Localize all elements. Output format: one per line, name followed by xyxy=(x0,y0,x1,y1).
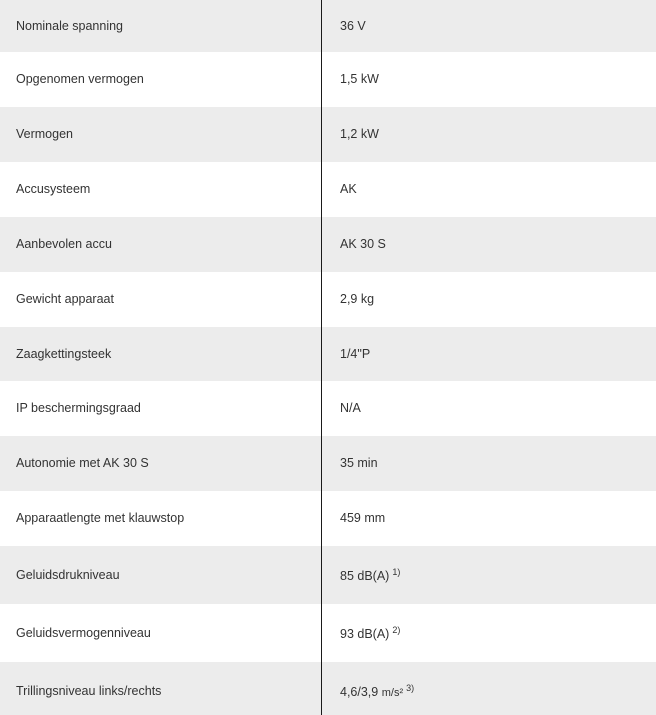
spec-row-zaagkettingsteek xyxy=(0,327,656,381)
spec-label: Opgenomen vermogen xyxy=(16,72,144,87)
spec-value xyxy=(322,626,656,641)
spec-row-trillingsniveau xyxy=(0,662,656,715)
spec-label: Accusysteem xyxy=(16,182,91,197)
spec-label: Trillingsniveau links/rechts xyxy=(16,683,162,698)
footnote-marker: 3) xyxy=(406,682,415,693)
spec-value-text: 4,6/3,9 xyxy=(340,684,379,699)
spec-value: 2,9 kg xyxy=(340,292,375,307)
spec-value: 36 V xyxy=(340,18,366,33)
spec-label: Aanbevolen accu xyxy=(16,237,112,252)
spec-label: Gewicht apparaat xyxy=(16,292,114,307)
spec-row-geluidsdrukniveau xyxy=(0,546,656,604)
spec-row-apparaatlengte xyxy=(0,491,656,546)
spec-row-gewicht-apparaat xyxy=(0,272,656,327)
footnote-marker: 1) xyxy=(392,566,401,577)
spec-label: Nominale spanning xyxy=(16,18,124,33)
spec-label: Zaagkettingsteek xyxy=(16,346,112,361)
spec-value: AK 30 S xyxy=(340,237,386,252)
spec-row-aanbevolen-accu xyxy=(0,217,656,272)
spec-value: 1/4"P xyxy=(340,346,371,361)
spec-label: Geluidsdrukniveau xyxy=(16,567,120,582)
spec-row-vermogen xyxy=(0,107,656,162)
spec-value-text: 93 dB(A) xyxy=(340,626,390,641)
spec-label: Apparaatlengte met klauwstop xyxy=(16,511,185,526)
spec-row-autonomie xyxy=(0,436,656,491)
spec-value: 35 min xyxy=(340,456,378,471)
column-divider xyxy=(321,0,322,715)
spec-value xyxy=(322,568,656,583)
spec-row-opgenomen-vermogen xyxy=(0,52,656,107)
spec-row-geluidsvermogenniveau xyxy=(0,604,656,662)
spec-value: 459 mm xyxy=(340,511,386,526)
footnote-marker: 2) xyxy=(392,624,401,635)
spec-label: IP beschermingsgraad xyxy=(16,401,141,416)
spec-value: AK xyxy=(340,182,357,197)
spec-label: Autonomie met AK 30 S xyxy=(16,456,149,471)
spec-label: Vermogen xyxy=(16,127,73,142)
spec-value: 1,5 kW xyxy=(340,72,379,87)
spec-value: 1,2 kW xyxy=(340,127,379,142)
spec-row-ip-beschermingsgraad xyxy=(0,381,656,436)
spec-row-accusysteem xyxy=(0,162,656,217)
spec-value-unit: m/s² xyxy=(381,686,404,699)
spec-value-text: 85 dB(A) xyxy=(340,568,390,583)
spec-value xyxy=(322,684,656,699)
spec-row-nominale-spanning xyxy=(0,0,656,52)
spec-label: Geluidsvermogenniveau xyxy=(16,625,151,640)
spec-value: N/A xyxy=(340,401,361,416)
